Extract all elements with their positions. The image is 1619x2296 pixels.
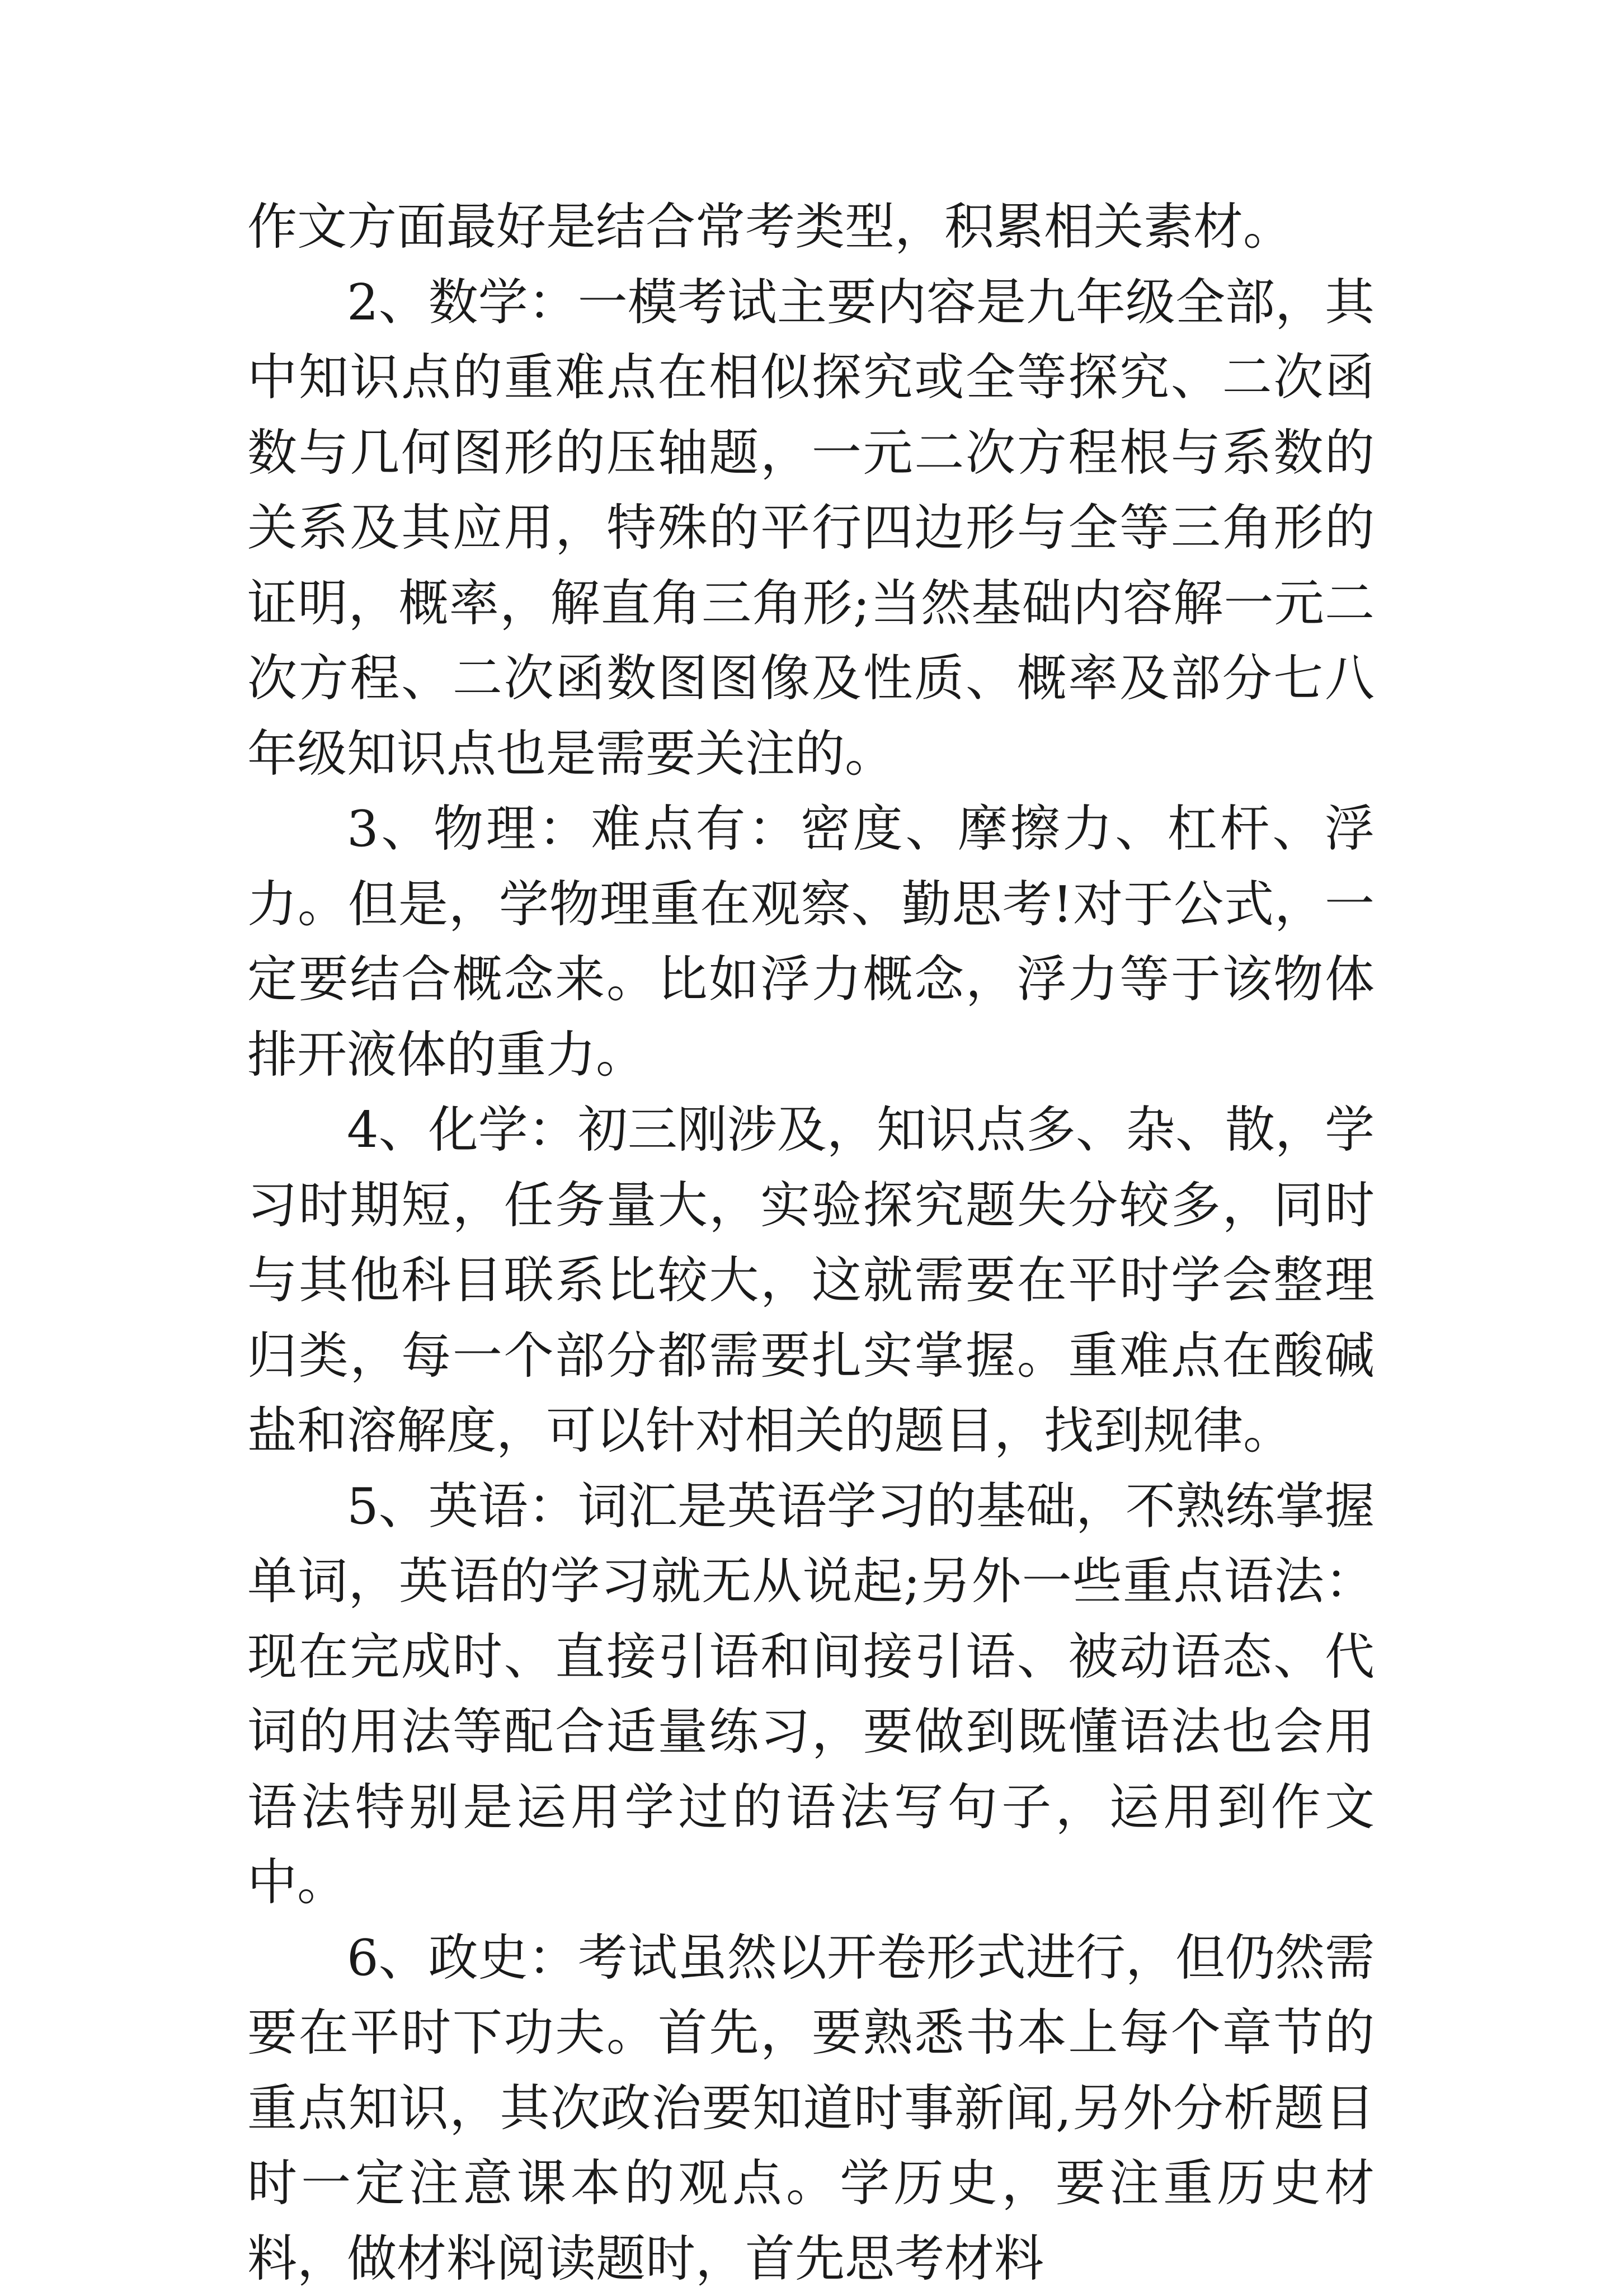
document-body: [247, 189, 1375, 2296]
paragraph-politics-history: 6、政史：考试虽然以开卷形式进行，但仍然需要在平时下功夫。首先，要熟悉书本上每个章节的重点知识，其次政治要知道时事新闻,另外分析题目时一定注意课本的观点。学历史，要注重历史材料，做材料阅读题时，首先思考材料: [247, 1920, 1375, 2296]
paragraph-math: 2、数学：一模考试主要内容是九年级全部，其中知识点的重难点在相似探究或全等探究、二次函数与几何图形的压轴题，一元二次方程根与系数的关系及其应用，特殊的平行四边形与全等三角形的证明，概率，解直角三角形;当然基础内容解一元二次方程、二次函数图图像及性质、概率及部分七八年级知识点也是需要关注的。: [247, 265, 1375, 792]
paragraph-physics: 3、物理：难点有：密度、摩擦力、杠杆、浮力。但是，学物理重在观察、勤思考!对于公式，一定要结合概念来。比如浮力概念，浮力等于该物体排开液体的重力。: [247, 791, 1375, 1092]
paragraph-composition-tail: 作文方面最好是结合常考类型，积累相关素材。: [247, 189, 1375, 265]
paragraph-chemistry: 4、化学：初三刚涉及，知识点多、杂、散，学习时期短，任务量大，实验探究题失分较多，同时与其他科目联系比较大，这就需要在平时学会整理归类，每一个部分都需要扎实掌握。重难点在酸碱盐和溶解度，可以针对相关的题目，找到规律。: [247, 1092, 1375, 1469]
paragraph-english: 5、英语：词汇是英语学习的基础，不熟练掌握单词，英语的学习就无从说起;另外一些重点语法：现在完成时、直接引语和间接引语、被动语态、代词的用法等配合适量练习，要做到既懂语法也会用语法特别是运用学过的语法写句子，运用到作文中。: [247, 1469, 1375, 1920]
